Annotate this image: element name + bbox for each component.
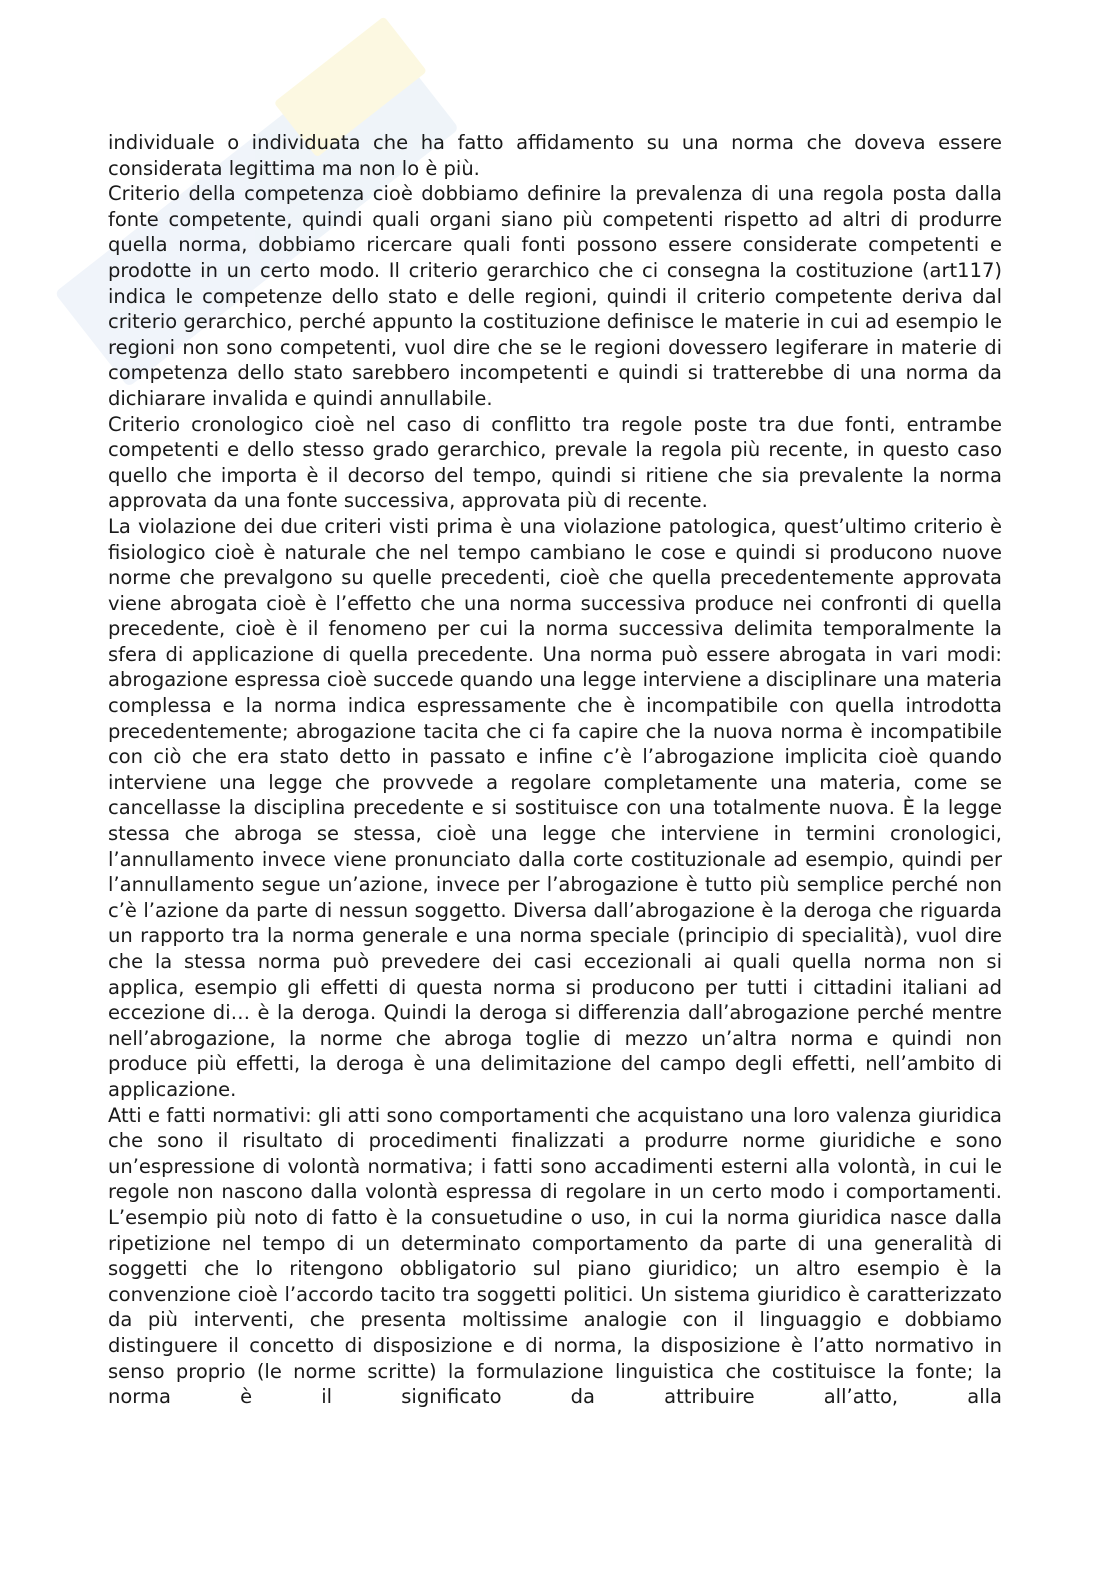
paragraph-2: Criterio della competenza cioè dobbiamo definire la prevalenza di una regola posta dalla fonte competente, quindi quali organi siano più competenti rispetto ad altri di produrre quella norma, dobbiamo ricercare quali fonti possono essere considerate competenti e prodotte in un certo modo. Il criterio gerarchico che ci consegna la costituzione (art117) indica le competenze dello stato e delle regioni, quindi il criterio competente deriva dal criterio gerarchico, perché appunto la costituzione definisce le materie in cui ad esempio le regioni non sono competenti, vuol dire che se le regioni dovessero legiferare in materie di competenza dello stato sarebbero incompetenti e quindi si tratterebbe di una norma da dichiarare invalida e quindi annullabile. [108,182,1002,410]
document-page [108,130,1002,1410]
paragraph-5: Atti e fatti normativi: gli atti sono comportamenti che acquistano una loro valenza giuridica che sono il risultato di procedimenti finalizzati a produrre norme giuridiche e sono un’espressione di volontà normativa; i fatti sono accadimenti esterni alla volontà, in cui le regole non nascono dalla volontà espressa di regolare in un certo modo i comportamenti. L’esempio più noto di fatto è la consuetudine o uso, in cui la norma giuridica nasce dalla ripetizione nel tempo di un determinato comportamento da parte di una generalità di soggetti che lo ritengono obbligatorio sul piano giuridico; un altro esempio è la convenzione cioè l’accordo tacito tra soggetti politici. Un sistema giuridico è caratterizzato da più interventi, che presenta moltissime analogie con il linguaggio e dobbiamo distinguere il concetto di disposizione e di norma, la disposizione è l’atto normativo in senso proprio (le norme scritte) la formulazione linguistica che costituisce la fonte; la norma è il significato da attribuire all’atto, alla [108,1103,1002,1409]
paragraph-1: individuale o individuata che ha fatto affidamento su una norma che doveva essere considerata legittima ma non lo è più. [108,131,1002,180]
paragraph-3: Criterio cronologico cioè nel caso di conflitto tra regole poste tra due fonti, entrambe competenti e dello stesso grado gerarchico, prevale la regola più recente, in questo caso quello che importa è il decorso del tempo, quindi si ritiene che sia prevalente la norma approvata da una fonte successiva, approvata più di recente. [108,412,1002,513]
paragraph-4: La violazione dei due criteri visti prima è una violazione patologica, quest’ultimo criterio è fisiologico cioè è naturale che nel tempo cambiano le cose e quindi si producono nuove norme che prevalgono su quelle precedenti, cioè che quella precedentemente approvata viene abrogata cioè è l’effetto che una norma successiva produce nei confronti di quella precedente, cioè è il fenomeno per cui la norma successiva delimita temporalmente la sfera di applicazione di quella precedente. Una norma può essere abrogata in vari modi: abrogazione espressa cioè succede quando una legge interviene a disciplinare una materia complessa e la norma indica espressamente che è incompatibile con quella introdotta precedentemente; abrogazione tacita che ci fa capire che la nuova norma è incompatibile con ciò che era stato detto in passato e infine c’è l’abrogazione implicita cioè quando interviene una legge che provvede a regolare completamente una materia, come se cancellasse la disciplina precedente e si sostituisce con una totalmente nuova. È la legge stessa che abroga se stessa, cioè una legge che interviene in termini cronologici, l’annullamento invece viene pronunciato dalla corte costituzionale ad esempio, quindi per l’annullamento segue un’azione, invece per l’abrogazione è tutto più semplice perché non c’è l’azione da parte di nessun soggetto. Diversa dall’abrogazione è la deroga che riguarda un rapporto tra la norma generale e una norma speciale (principio di specialità), vuol dire che la stessa norma può prevedere dei casi eccezionali ai quali quella norma non si applica, esempio gli effetti di questa norma si producono per tutti i cittadini italiani ad eccezione di… è la deroga. Quindi la deroga si differenzia dall’abrogazione perché mentre nell’abrogazione, la norme che abroga toglie di mezzo un’altra norma e quindi non produce più effetti, la deroga è una delimitazione del campo degli effetti, nell’ambito di applicazione. [108,514,1002,1101]
